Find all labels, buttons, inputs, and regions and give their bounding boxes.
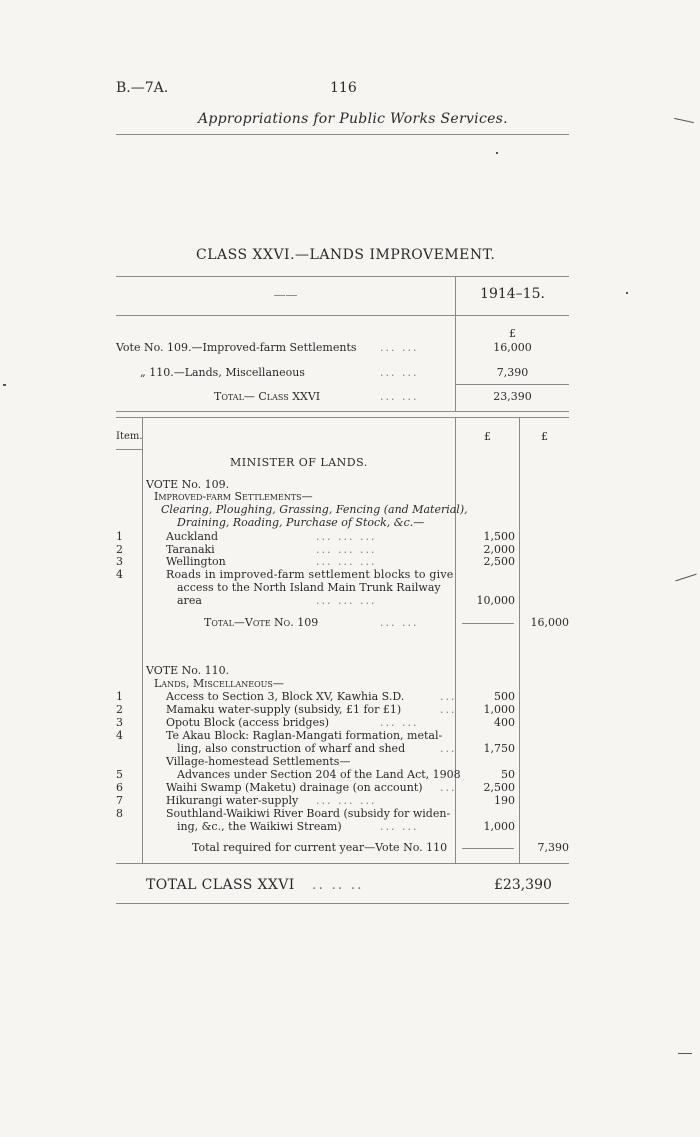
vote-109-subheading: Improved-farm Settlements— <box>154 490 313 503</box>
item-number: 6 <box>116 781 123 794</box>
vote-110-total-amount: 7,390 <box>537 841 569 854</box>
item-text: access to the North Island Main Trunk Railway <box>177 581 441 594</box>
item-amount: 190 <box>494 794 515 807</box>
vote-110-subheading: Lands, Miscellaneous— <box>154 677 284 690</box>
summary-total-amount: 23,390 <box>493 390 532 403</box>
sum-rule <box>462 848 514 849</box>
item-number: 4 <box>116 568 123 581</box>
summary-left-header: —— <box>273 288 298 302</box>
leader-dots: ... <box>440 742 457 755</box>
grand-total-rule <box>116 903 569 904</box>
vote-110-total-label: Total required for current year—Vote No. 110 <box>192 841 448 854</box>
scan-mark <box>674 118 694 123</box>
vote-110-heading: VOTE No. 110. <box>146 664 230 677</box>
leader-dots: ... ... ... <box>316 794 377 807</box>
leader-dots: ... <box>440 690 457 703</box>
item-text: ing, &c., the Waikiwi Stream) <box>177 820 342 833</box>
item-number: 4 <box>116 729 123 742</box>
item-text: Village-homestead Settlements— <box>166 755 351 768</box>
summary-year-header: 1914–15. <box>480 286 545 302</box>
vote-109-total-amount: 16,000 <box>530 616 569 629</box>
item-number: 7 <box>116 794 123 807</box>
summary-row-amount: 16,000 <box>493 341 532 354</box>
item-amount: 1,500 <box>483 530 515 543</box>
item-amount: 10,000 <box>476 594 515 607</box>
grand-total-amount: £23,390 <box>494 877 552 893</box>
grand-total-label: TOTAL CLASS XXVI <box>146 877 295 893</box>
scan-mark <box>675 574 696 582</box>
summary-header-rule <box>116 315 569 316</box>
item-amount: 50 <box>501 768 515 781</box>
summary-bottom-rule <box>116 411 569 412</box>
amount-currency: £ <box>484 430 491 443</box>
leader-dots: ... ... <box>380 616 419 629</box>
leader-dots: ... ... ... <box>316 543 377 556</box>
page-title: Appropriations for Public Works Services. <box>198 111 508 127</box>
item-text: Wellington <box>166 555 226 568</box>
item-number: 1 <box>116 690 123 703</box>
item-amount: 1,000 <box>483 703 515 716</box>
item-header: Item. <box>116 431 143 442</box>
item-amount: 1,000 <box>483 820 515 833</box>
detail-top-rule <box>116 417 569 418</box>
item-text: Access to Section 3, Block XV, Kawhia S.D. <box>166 690 405 703</box>
item-column-divider <box>142 418 143 863</box>
summary-sum-rule <box>456 384 569 385</box>
item-number: 1 <box>116 530 123 543</box>
scan-speck <box>496 152 498 154</box>
summary-row-label: Vote No. 109.—Improved-farm Settlements <box>116 341 357 354</box>
item-text: Opotu Block (access bridges) <box>166 716 330 729</box>
total-column-divider <box>519 418 520 863</box>
leader-dots: ... ... <box>380 716 419 729</box>
item-text: Roads in improved-farm settlement blocks to give <box>166 568 454 581</box>
item-number: 8 <box>116 807 123 820</box>
item-text: Waihi Swamp (Maketu) drainage (on account) <box>166 781 423 794</box>
item-amount: 500 <box>494 690 515 703</box>
minister-heading: MINISTER OF LANDS. <box>230 456 368 469</box>
item-text: area <box>177 594 202 607</box>
leader-dots: ... <box>440 781 457 794</box>
item-text: Southland-Waikiwi River Board (subsidy for widen- <box>166 807 451 820</box>
item-text: Mamaku water-supply (subsidy, £1 for £1) <box>166 703 402 716</box>
scan-mark <box>678 1053 692 1054</box>
leader-dots: ... ... <box>380 390 419 403</box>
summary-row-amount: 7,390 <box>496 366 529 379</box>
leader-dots: ... <box>440 703 457 716</box>
summary-total-label: Total— Class XXVI <box>214 390 321 403</box>
leader-dots: ... ... ... <box>316 594 377 607</box>
leader-dots: ... ... <box>380 820 419 833</box>
item-amount: 2,000 <box>483 543 515 556</box>
scan-speck <box>626 292 628 294</box>
item-number: 3 <box>116 555 123 568</box>
item-number: 5 <box>116 768 123 781</box>
leader-dots: ... ... ... <box>316 530 377 543</box>
scan-speck <box>3 384 6 386</box>
sum-rule <box>462 623 514 624</box>
item-number: 3 <box>116 716 123 729</box>
vote-109-description: Draining, Roading, Purchase of Stock, &c.— <box>177 516 425 529</box>
page-number: 116 <box>330 80 357 96</box>
item-text: Te Akau Block: Raglan-Mangati formation, metal- <box>166 729 443 742</box>
detail-bottom-rule <box>116 863 569 864</box>
item-number: 2 <box>116 543 123 556</box>
item-text: Auckland <box>166 530 219 543</box>
item-header-rule <box>116 449 142 450</box>
leader-dots: ... ... <box>380 341 419 354</box>
item-amount: 1,750 <box>483 742 515 755</box>
summary-row-label: „ 110.—Lands, Miscellaneous <box>140 366 305 379</box>
item-text: Advances under Section 204 of the Land Act, 1908 <box>177 768 461 781</box>
item-amount: 2,500 <box>483 781 515 794</box>
summary-currency: £ <box>509 327 516 340</box>
total-currency: £ <box>541 430 548 443</box>
item-number: 2 <box>116 703 123 716</box>
item-text: ling, also construction of wharf and shed <box>177 742 406 755</box>
item-text: Taranaki <box>166 543 215 556</box>
leader-dots: ... ... <box>380 366 419 379</box>
summary-top-rule <box>116 276 569 277</box>
document-reference: B.—7A. <box>116 80 169 96</box>
header-rule <box>116 134 569 135</box>
leader-dots: .. .. .. <box>312 877 364 893</box>
item-text: Hikurangi water-supply <box>166 794 299 807</box>
vote-109-heading: VOTE No. 109. <box>146 478 230 491</box>
vote-109-description: Clearing, Ploughing, Grassing, Fencing (and Material), <box>161 503 468 516</box>
class-title: CLASS XXVI.—LANDS IMPROVEMENT. <box>196 247 496 263</box>
item-amount: 400 <box>494 716 515 729</box>
item-amount: 2,500 <box>483 555 515 568</box>
vote-109-total-label: Total—Vote No. 109 <box>204 616 319 629</box>
leader-dots: ... ... ... <box>316 555 377 568</box>
